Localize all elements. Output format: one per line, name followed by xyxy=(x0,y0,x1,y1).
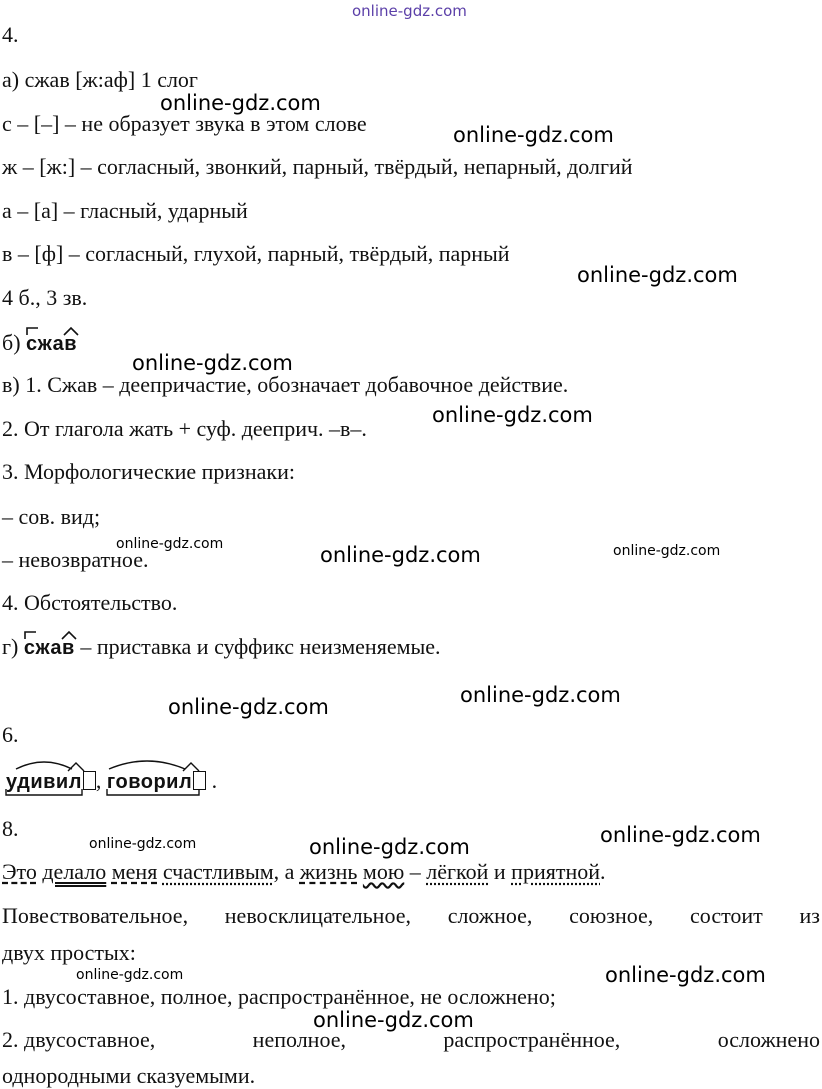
watermark: online-gdz.com xyxy=(613,543,721,559)
desc-word-5: состоит xyxy=(690,903,763,928)
v-line-5: – невозвратное. xyxy=(2,547,149,572)
watermark: online-gdz.com xyxy=(313,1008,474,1032)
watermark: online-gdz.com xyxy=(605,963,766,987)
word-delalo: делало xyxy=(42,859,107,884)
watermark: online-gdz.com xyxy=(600,823,761,847)
watermark: online-gdz.com xyxy=(168,695,329,719)
sentence-sep-2: – xyxy=(404,859,427,884)
task8-number: 8. xyxy=(2,816,19,841)
task8-sentence xyxy=(2,859,606,885)
word-legkoy: лёгкой xyxy=(426,859,489,884)
v-line-3: 3. Морфологические признаки: xyxy=(2,459,295,484)
parsed-word-1 xyxy=(6,769,96,795)
morpheme-word-g xyxy=(24,635,75,661)
watermark: online-gdz.com xyxy=(116,536,224,552)
task4-b-line xyxy=(2,330,77,357)
v-line-1: в) 1. Сжав – деепричастие, обозначает добавочное действие. xyxy=(2,372,569,397)
watermark: online-gdz.com xyxy=(460,683,621,707)
word-menya: меня xyxy=(111,859,158,884)
watermark: online-gdz.com xyxy=(320,543,481,567)
parsed-word-2 xyxy=(107,769,206,795)
task4-g-line xyxy=(2,634,441,661)
word-schastlivym: счастливым xyxy=(162,859,274,884)
word-moyu: мою xyxy=(362,859,405,884)
v-line-6: 4. Обстоятельство. xyxy=(2,590,178,615)
watermark-top: online-gdz.com xyxy=(352,2,467,20)
watermark: online-gdz.com xyxy=(577,263,738,287)
parsed-word-1-text: удивил xyxy=(6,771,82,793)
sentence-end: . xyxy=(600,859,606,884)
watermark: online-gdz.com xyxy=(453,123,614,147)
root-arc-2 xyxy=(109,761,185,769)
sound-line-v: в – [ф] – согласный, глухой, парный, твёрдый, парный xyxy=(2,241,510,266)
item2-word-2: неполное, xyxy=(252,1027,346,1052)
root-arc-1 xyxy=(16,762,72,769)
task4-number: 4. xyxy=(2,22,19,47)
parsed-word-2-text: говорил xyxy=(106,771,193,793)
desc-word-2: невосклицательное, xyxy=(224,903,411,928)
g-label: г) xyxy=(2,634,19,659)
desc-word-3: сложное, xyxy=(447,903,533,928)
sound-line-zh: ж – [ж:] – согласный, звонкий, парный, твёрдый, непарный, долгий xyxy=(2,154,633,179)
suffix-mark-2 xyxy=(183,763,199,771)
g-text: – приставка и суффикс неизменяемые. xyxy=(80,634,441,659)
item2-word-1: 2. двусоставное, xyxy=(2,1027,156,1052)
morpheme-word-g-text: сжав xyxy=(23,637,75,659)
task6-sep: , xyxy=(95,768,107,793)
sound-line-s: с – [–] – не образует звука в этом слове xyxy=(2,111,367,136)
task6-number: 6. xyxy=(2,722,19,747)
task8-desc-line2: двух простых: xyxy=(2,940,136,965)
word-eto: Это xyxy=(2,859,37,884)
watermark: online-gdz.com xyxy=(309,835,470,859)
task8-item1: 1. двусоставное, полное, распространённое, не осложнено; xyxy=(2,984,556,1009)
watermark: online-gdz.com xyxy=(76,967,184,983)
desc-word-4: союзное, xyxy=(569,903,654,928)
watermark: online-gdz.com xyxy=(160,91,321,115)
item2-word-3: распространённое, xyxy=(443,1027,621,1052)
watermark: online-gdz.com xyxy=(432,403,593,427)
watermark: online-gdz.com xyxy=(132,351,293,375)
b-label: б) xyxy=(2,330,21,355)
ending-box-1 xyxy=(83,771,96,790)
word-zhizn: жизнь xyxy=(299,859,358,884)
v-line-2: 2. От глагола жать + суф. дееприч. –в–. xyxy=(2,416,367,441)
task6-words xyxy=(6,768,217,795)
desc-word-1: Повествовательное, xyxy=(2,903,189,928)
task8-item2-line2: однородными сказуемыми. xyxy=(2,1063,256,1088)
morpheme-word xyxy=(26,331,77,357)
v-line-4: – сов. вид; xyxy=(2,504,101,529)
morpheme-word-text: сжав xyxy=(26,333,77,355)
task4-a-line: а) сжав [ж:аф] 1 слог xyxy=(2,67,198,92)
sound-line-a: а – [а] – гласный, ударный xyxy=(2,198,248,223)
sentence-sep-1: , а xyxy=(273,859,300,884)
task8-desc-line1 xyxy=(2,903,820,929)
suffix-mark-1 xyxy=(68,763,84,771)
sentence-sep-3: и xyxy=(488,859,512,884)
task6-end: . xyxy=(206,768,218,793)
desc-word-6: из xyxy=(799,903,820,928)
watermark: online-gdz.com xyxy=(89,836,197,852)
ending-box-2 xyxy=(193,771,206,790)
word-priyatnoy: приятной xyxy=(511,859,600,884)
letter-sound-count: 4 б., 3 зв. xyxy=(2,285,88,310)
item2-word-4: осложнено xyxy=(717,1027,820,1052)
